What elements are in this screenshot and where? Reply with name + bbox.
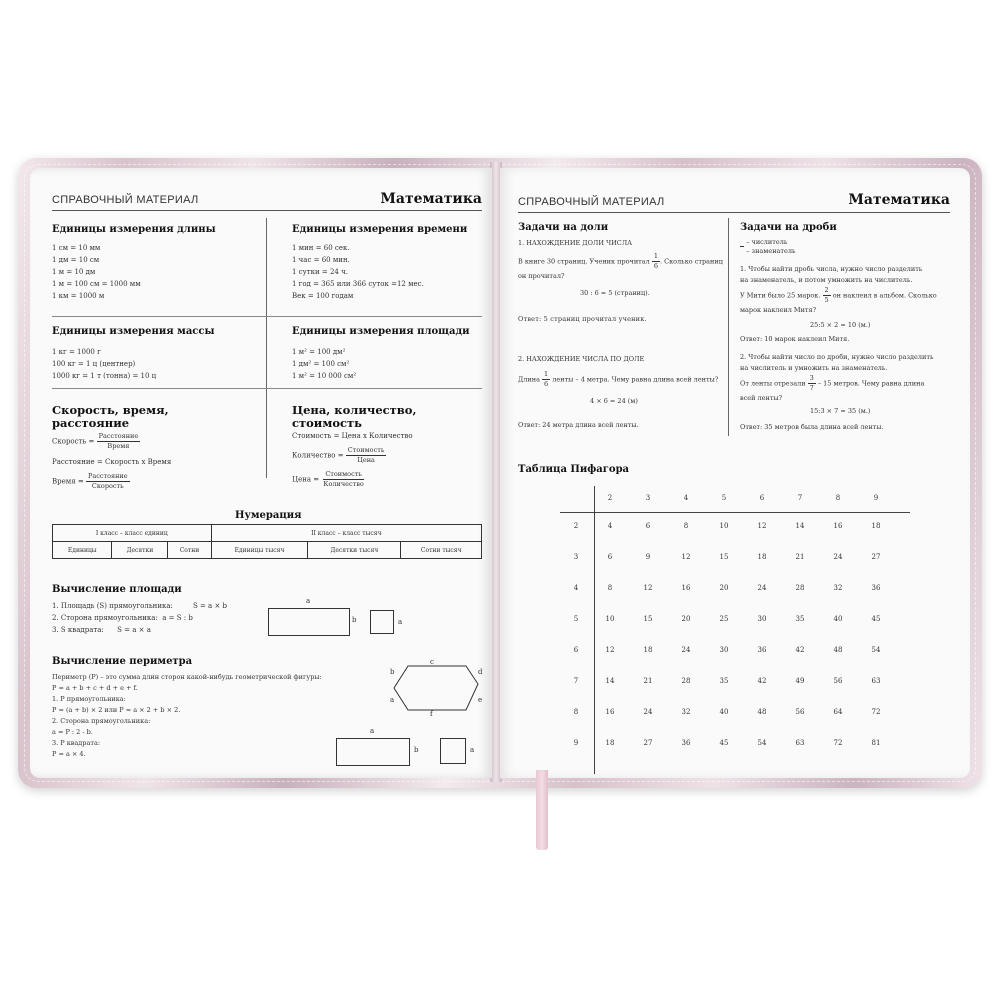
pythagoras-cell: 6 (607, 553, 613, 561)
figure-label: a (398, 618, 403, 626)
area-formula: S = a × b (192, 602, 228, 610)
left-page (30, 168, 492, 778)
formula-left: Количество = (292, 451, 344, 460)
shares-title: Задачи на доли (518, 222, 609, 233)
fraction (808, 374, 816, 393)
pythagoras-header-rule (560, 512, 910, 513)
pythagoras-cell: 24 (681, 646, 691, 654)
section-rule (52, 316, 482, 317)
pythagoras-cell: 54 (757, 739, 767, 747)
perimeter-line: 1. Р прямоугольника: (52, 695, 126, 703)
legend-bar (740, 247, 744, 255)
pythagoras-header-cell: 7 (797, 494, 803, 502)
time-title: Единицы измерения времени (292, 224, 468, 235)
speed-title-line: расстояние (52, 416, 130, 430)
task-text: марок наклеил Митя? (740, 306, 817, 314)
pythagoras-title: Таблица Пифагора (518, 464, 630, 475)
figure-label: a (306, 597, 311, 605)
pythagoras-cell: 45 (871, 615, 881, 623)
fractions-title: Задачи на дроби (740, 222, 837, 233)
figure-label: b (390, 668, 395, 676)
pythagoras-cell: 20 (719, 584, 729, 592)
numerator: 1 (653, 252, 658, 260)
fraction (97, 432, 141, 451)
numeration-col: Единицы (53, 542, 112, 559)
length-title: Единицы измерения длины (52, 224, 216, 235)
square-figure (440, 738, 466, 764)
pythagoras-cell: 63 (871, 677, 881, 685)
pythagoras-cell: 18 (605, 739, 615, 747)
price-formula-3 (292, 470, 366, 489)
pythagoras-cell: 64 (833, 708, 843, 716)
formula-left: Цена = (292, 475, 320, 484)
pythagoras-cell: 56 (833, 677, 843, 685)
pythagoras-cell: 49 (795, 677, 805, 685)
perimeter-title: Вычисление периметра (52, 656, 193, 667)
class-2-header: II класс – класс тысяч (211, 525, 481, 542)
pythagoras-cell: 4 (607, 522, 613, 530)
pythagoras-cell: 8 (607, 584, 613, 592)
shares-s2-title: 2. НАХОЖДЕНИЕ ЧИСЛА ПО ДОЛЕ (518, 355, 645, 363)
pythagoras-cell: 16 (605, 708, 615, 716)
fraction (652, 252, 660, 271)
pythagoras-cell: 18 (871, 522, 881, 530)
pythagoras-header-cell: 2 (607, 494, 613, 502)
denominator: 6 (544, 380, 549, 388)
perimeter-line: Р = a + b + c + d + e + f. (52, 684, 138, 692)
pythagoras-cell: 32 (681, 708, 691, 716)
task-text: всей ленты? (740, 394, 783, 402)
length-list (52, 242, 141, 302)
length-line: 1 дм = 10 см (52, 256, 100, 264)
pythagoras-cell: 72 (871, 708, 881, 716)
legend-line (740, 238, 796, 247)
area-calc-line (52, 600, 227, 612)
speed-formula-2: Расстояние = Скорость х Время (52, 458, 172, 466)
pythagoras-row-header: 6 (573, 646, 579, 654)
time-list (292, 242, 424, 302)
pythagoras-header-cell: 6 (759, 494, 765, 502)
area-calc-title: Вычисление площади (52, 584, 182, 595)
shares-s2-calc: 4 × 6 = 24 (м) (590, 397, 638, 405)
pythagoras-cell: 6 (645, 522, 651, 530)
pythagoras-cell: 12 (757, 522, 767, 530)
pythagoras-cell: 27 (871, 553, 881, 561)
pythagoras-cell: 10 (605, 615, 615, 623)
denominator: Цена (357, 456, 375, 464)
pythagoras-cell: 20 (681, 615, 691, 623)
fractions-rule-line: 2. Чтобы найти число по дроби, нужно число разделить (740, 353, 934, 361)
perimeter-line: a = Р : 2 - b. (52, 728, 93, 736)
fractions-p1-calc: 25:5 × 2 = 10 (м.) (810, 321, 871, 329)
pythagoras-row-header: 2 (573, 522, 579, 530)
left-header-sub: СПРАВОЧНЫЙ МАТЕРИАЛ (52, 194, 199, 206)
shares-s1-answer: Ответ: 5 страниц прочитал ученик. (518, 315, 647, 323)
pythagoras-row-header: 4 (573, 584, 579, 592)
pythagoras-cell: 35 (719, 677, 729, 685)
length-line: 1 см = 10 мм (52, 244, 101, 252)
pythagoras-cell: 32 (833, 584, 843, 592)
bookmark-ribbon (536, 770, 548, 850)
pythagoras-cell: 18 (757, 553, 767, 561)
pythagoras-cell: 16 (681, 584, 691, 592)
rectangle-figure (336, 738, 410, 766)
pythagoras-cell: 28 (681, 677, 691, 685)
shares-s1-title: 1. НАХОЖДЕНИЕ ДОЛИ ЧИСЛА (518, 239, 633, 247)
area-line: 1 м² = 10 000 см² (292, 372, 357, 380)
figure-label: e (478, 696, 483, 704)
task-text: Длина (518, 375, 540, 384)
pythagoras-cell: 56 (795, 708, 805, 716)
denominator: 6 (653, 262, 658, 270)
time-line: 1 час = 60 мин. (292, 256, 350, 264)
right-header-title: Математика (848, 192, 950, 208)
perimeter-line: Р = (a + b) × 2 или Р = a × 2 + b × 2. (52, 706, 181, 714)
column-divider (728, 218, 729, 436)
fraction (321, 470, 365, 489)
area-calc-text: 1. Площадь (S) прямоугольника: (52, 602, 173, 610)
pythagoras-cell: 21 (795, 553, 805, 561)
pythagoras-cell: 40 (719, 708, 729, 716)
denominator: Скорость (91, 482, 124, 490)
pythagoras-cell: 12 (605, 646, 615, 654)
perimeter-line: 2. Сторона прямоугольника: (52, 717, 151, 725)
numeration-col: Десятки тысяч (308, 542, 401, 559)
pythagoras-cell: 18 (643, 646, 653, 654)
pythagoras-cell: 40 (833, 615, 843, 623)
pythagoras-cell: 36 (757, 646, 767, 654)
numeration-col: Сотни (168, 542, 211, 559)
fractions-p2-calc: 15:3 × 7 = 35 (м.) (810, 407, 871, 415)
speed-formula-3 (52, 472, 130, 491)
numeration-col: Единицы тысяч (211, 542, 308, 559)
pythagoras-cell: 14 (605, 677, 615, 685)
pythagoras-side-rule (594, 486, 595, 774)
time-line: Век = 100 годам (292, 292, 354, 300)
pythagoras-cell: 30 (719, 646, 729, 654)
fractions-rule-line: 1. Чтобы найти дробь числа, нужно число разделить (740, 265, 923, 273)
figure-label: a (470, 746, 475, 754)
task-text: . Сколько страниц (659, 257, 723, 266)
shares-s1-task (518, 252, 723, 282)
pythagoras-cell: 45 (719, 739, 729, 747)
pythagoras-header-cell: 4 (683, 494, 689, 502)
mass-line: 1000 кг = 1 т (тонна) = 10 ц (52, 372, 157, 380)
pythagoras-cell: 16 (833, 522, 843, 530)
pythagoras-cell: 24 (833, 553, 843, 561)
price-title (292, 404, 416, 430)
mass-list (52, 346, 156, 382)
pythagoras-cell: 36 (681, 739, 691, 747)
mass-line: 100 кг = 1 ц (центнер) (52, 360, 136, 368)
class-1-header: I класс – класс единиц (53, 525, 212, 542)
pythagoras-cell: 35 (795, 615, 805, 623)
speed-title (52, 404, 169, 430)
pythagoras-row-header: 3 (573, 553, 579, 561)
figure-label: a (370, 727, 375, 735)
pythagoras-cell: 10 (719, 522, 729, 530)
formula-left: Скорость = (52, 437, 95, 446)
fractions-p1-answer: Ответ: 10 марок наклеил Митя. (740, 335, 850, 343)
time-line: 1 мин = 60 сек. (292, 244, 350, 252)
task-text: У Мити было 25 марок. (740, 291, 821, 300)
pythagoras-header-cell: 8 (835, 494, 841, 502)
fractions-rule-line: на знаменатель, и потом умножить на числитель. (740, 276, 913, 284)
fractions-task-line (740, 374, 934, 393)
pythagoras-row-header: 7 (573, 677, 579, 685)
shares-s2-task (518, 370, 718, 389)
legend-line (740, 247, 796, 256)
fraction (346, 446, 387, 465)
section-rule (52, 388, 482, 389)
pythagoras-cell: 8 (683, 522, 689, 530)
denominator: Время (107, 442, 130, 450)
pythagoras-cell: 42 (795, 646, 805, 654)
length-line: 1 м = 100 см = 1000 мм (52, 280, 141, 288)
price-formula-1: Стоимость = Цена х Количество (292, 432, 413, 440)
area-calc-line (52, 612, 227, 624)
numerator: 3 (809, 374, 814, 382)
time-line: 1 год = 365 или 366 суток =12 мес. (292, 280, 424, 288)
numerator: 2 (824, 286, 829, 294)
fraction (86, 472, 130, 491)
pythagoras-cell: 27 (643, 739, 653, 747)
task-text: он прочитал? (518, 272, 565, 280)
area-calc-list (52, 600, 227, 636)
fraction-legend (740, 238, 796, 256)
fraction (823, 286, 831, 305)
area-line: 1 дм² = 100 см² (292, 360, 350, 368)
pythagoras-cell: 36 (871, 584, 881, 592)
perimeter-line: 3. Р квадрата: (52, 739, 101, 747)
pythagoras-cell: 9 (645, 553, 651, 561)
pythagoras-cell: 48 (757, 708, 767, 716)
square-figure (370, 610, 394, 634)
figure-label: f (430, 710, 433, 718)
numerator: Расстояние (87, 472, 128, 480)
area-calc-text: 3. S квадрата: (52, 626, 104, 634)
numerator: Стоимость (347, 446, 385, 454)
numerator: 1 (544, 370, 549, 378)
area-units-list (292, 346, 356, 382)
fractions-p2 (740, 352, 934, 404)
pythagoras-cell: 15 (719, 553, 729, 561)
numeration-table (52, 524, 482, 559)
pythagoras-table (560, 486, 920, 776)
fractions-p1 (740, 264, 937, 316)
perimeter-line: Периметр (Р) – это сумма длин сторон какой-нибудь геометрической фигуры: (52, 673, 322, 681)
header-rule (52, 210, 482, 211)
pythagoras-header-cell: 9 (873, 494, 879, 502)
pythagoras-cell: 48 (833, 646, 843, 654)
pythagoras-cell: 15 (643, 615, 653, 623)
pythagoras-row-header: 9 (573, 739, 579, 747)
figure-label: c (430, 658, 434, 666)
task-text: ленты – 4 метра. Чему равна длина всей ленты? (552, 375, 719, 384)
speed-title-line: Скорость, время, (52, 403, 169, 417)
numeration-title: Нумерация (235, 510, 302, 521)
task-text: он наклеил в альбом. Сколько (832, 291, 937, 300)
pythagoras-cell: 12 (681, 553, 691, 561)
speed-formula-1 (52, 432, 140, 451)
denominator: 7 (809, 384, 814, 392)
figure-label: d (478, 668, 483, 676)
denominator: 5 (824, 296, 829, 304)
pythagoras-cell: 14 (795, 522, 805, 530)
pythagoras-row-header: 5 (573, 615, 579, 623)
formula-left: Время = (52, 477, 84, 486)
pythagoras-cell: 81 (871, 739, 881, 747)
numerator: Стоимость (325, 470, 362, 478)
numeration-col: Сотни тысяч (401, 542, 482, 559)
legend-text: – числитель (746, 238, 788, 246)
fractions-p2-answer: Ответ: 35 метров была длина всей ленты. (740, 423, 884, 431)
price-title-line: стоимость (292, 416, 362, 430)
pythagoras-cell: 30 (757, 615, 767, 623)
price-title-line: Цена, количество, (292, 403, 417, 417)
right-page (500, 168, 970, 778)
area-calc-line (52, 624, 227, 636)
mass-title: Единицы измерения массы (52, 326, 215, 337)
length-line: 1 км = 1000 м (52, 292, 105, 300)
figure-label: b (414, 746, 419, 754)
area-formula: a = S : b (162, 614, 193, 622)
left-header-title: Математика (380, 191, 482, 207)
area-calc-text: 2. Сторона прямоугольника: (52, 614, 158, 622)
area-formula: S = a × a (117, 626, 151, 634)
task-text: От ленты отрезали (740, 379, 806, 388)
area-units-title: Единицы измерения площади (292, 326, 470, 337)
time-line: 1 сутки = 24 ч. (292, 268, 348, 276)
pythagoras-cell: 21 (643, 677, 653, 685)
numerator: Расстояние (98, 432, 139, 440)
pythagoras-cell: 12 (643, 584, 653, 592)
header-rule (518, 212, 950, 213)
figure-label: b (352, 616, 357, 624)
hexagon-figure (386, 660, 486, 718)
column-divider (266, 218, 267, 478)
mass-line: 1 кг = 1000 г (52, 348, 101, 356)
legend-text: – знаменатель (746, 247, 796, 255)
pythagoras-header-cell: 5 (721, 494, 727, 502)
price-formula-2 (292, 446, 386, 465)
shares-s1-calc: 30 : 6 = 5 (страниц). (580, 289, 650, 297)
pythagoras-cell: 24 (757, 584, 767, 592)
right-header-sub: СПРАВОЧНЫЙ МАТЕРИАЛ (518, 196, 665, 208)
legend-bar (740, 238, 744, 247)
pythagoras-cell: 42 (757, 677, 767, 685)
task-text: – 15 метров. Чему равна длина (817, 379, 925, 388)
rectangle-figure (268, 608, 350, 636)
shares-s2-answer: Ответ: 24 метра длина всей ленты. (518, 421, 639, 429)
perimeter-list (52, 672, 322, 760)
figure-label: a (390, 696, 395, 704)
numeration-col: Десятки (112, 542, 168, 559)
area-line: 1 м² = 100 дм² (292, 348, 346, 356)
pythagoras-cell: 72 (833, 739, 843, 747)
pythagoras-header-cell: 3 (645, 494, 651, 502)
length-line: 1 м = 10 дм (52, 268, 96, 276)
denominator: Количество (323, 480, 364, 488)
fraction (542, 370, 550, 389)
pythagoras-cell: 63 (795, 739, 805, 747)
pythagoras-cell: 54 (871, 646, 881, 654)
pythagoras-cell: 28 (795, 584, 805, 592)
pythagoras-cell: 24 (643, 708, 653, 716)
task-text: В книге 30 страниц. Ученик прочитал (518, 257, 650, 266)
fractions-rule-line: на числитель и умножить на знаменатель. (740, 364, 888, 372)
pythagoras-row-header: 8 (573, 708, 579, 716)
fractions-task-line (740, 286, 937, 305)
perimeter-line: Р = a × 4. (52, 750, 86, 758)
pythagoras-cell: 25 (719, 615, 729, 623)
